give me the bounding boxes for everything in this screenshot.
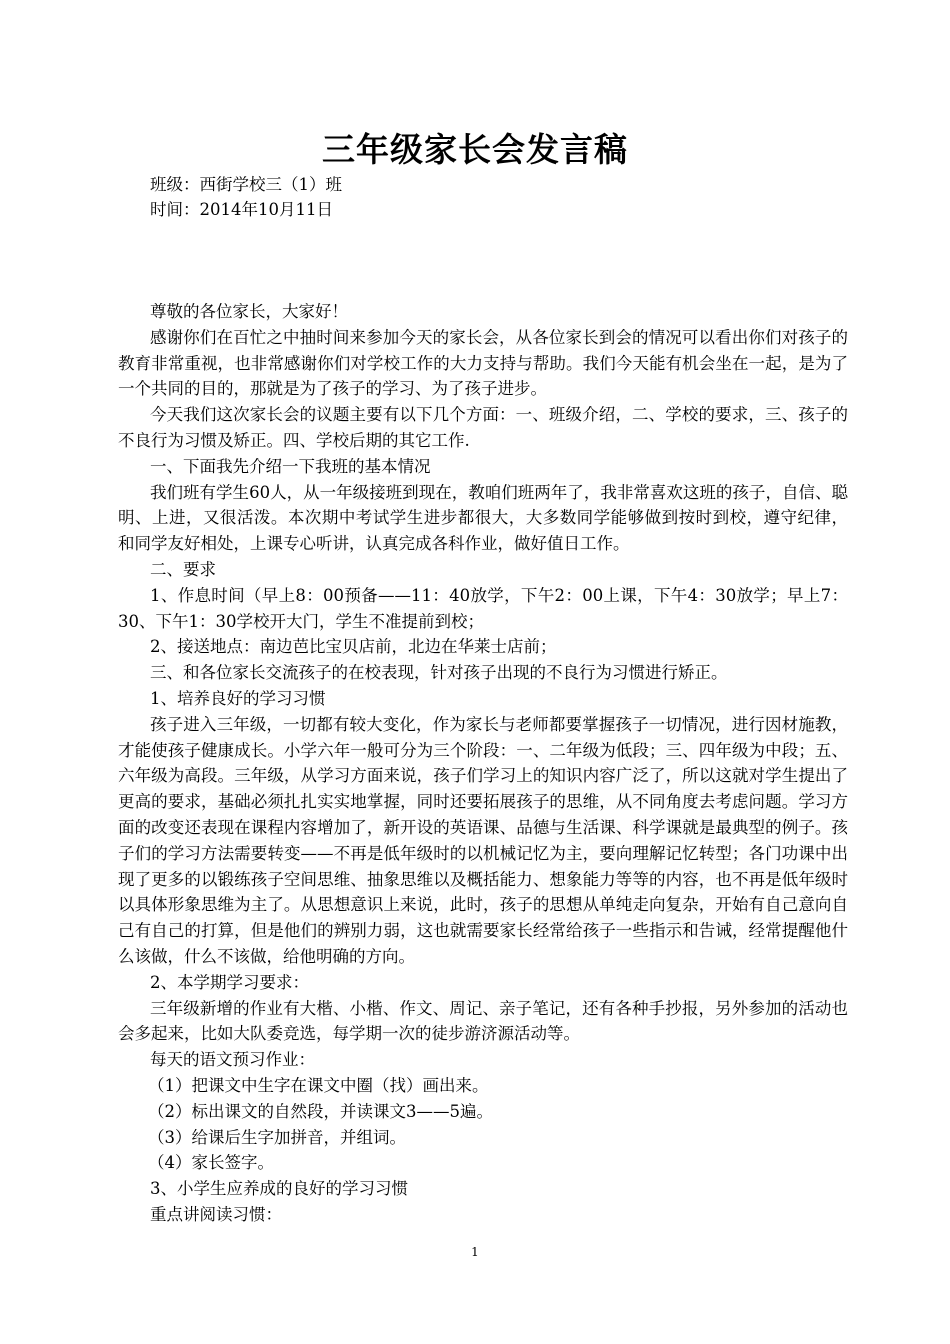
subheading-study-habits: 1、培养良好的学习习惯 (150, 688, 326, 708)
date-line: 时间：2014年10月11日 (150, 200, 333, 219)
paragraph-daily-preview: 每天的语文预习作业： (150, 1050, 315, 1070)
section-heading-requirements: 二、要求 (150, 559, 216, 579)
paragraph-reading-habits: 重点讲阅读习惯： (150, 1204, 282, 1224)
list-item: （1）把课文中生字在课文中圈（找）画出来。 (148, 1075, 489, 1095)
paragraph-greeting: 尊敬的各位家长，大家好！ (150, 302, 348, 321)
paragraph-agenda: 今天我们这次家长会的议题主要有以下几个方面：一、班级介绍，二、学校的要求，三、孩子的不良行为习惯及矫正。四、学校后期的其它工作. (118, 405, 848, 450)
subheading-good-habits: 3、小学生应养成的良好的学习习惯 (150, 1179, 408, 1199)
section-heading-behavior: 三、和各位家长交流孩子的在校表现，针对孩子出现的不良行为习惯进行矫正。 (150, 663, 728, 683)
paragraph-new-homework: 三年级新增的作业有大楷、小楷、作文、周记、亲子笔记，还有各种手抄报，另外参加的活动也会多起来，比如大队委竞选，每学期一次的徒步游济源活动等。 (118, 998, 848, 1044)
document-title: 三年级家长会发言稿 (322, 130, 628, 169)
paragraph-class-intro: 我们班有学生60人，从一年级接班到现在，教咱们班两年了，我非常喜欢这班的孩子，自信、聪明、上进，又很活泼。本次期中考试学生进步都很大，大多数同学能够做到按时到校，遵守纪律， 和同学友好相处，上课专心听讲，认真完成各科作业，做好值日工作。 (118, 482, 848, 554)
document-body (118, 299, 848, 1228)
section-heading-class-intro: 一、下面我先介绍一下我班的基本情况 (150, 456, 431, 476)
paragraph-pickup: 2、接送地点：南边芭比宝贝店前，北边在华莱士店前； (150, 637, 557, 657)
paragraph-schedule: 1、作息时间（早上8：00预备——11：40放学，下午2：00上课，下午4：30放学；早上7：30、下午1：30学校开大门，学生不准提前到校； (118, 585, 848, 631)
page-number: 1 (471, 1245, 479, 1259)
list-item: （4）家长签字。 (148, 1153, 274, 1173)
list-item: （2）标出课文的自然段，并读课文3——5遍。 (148, 1101, 493, 1121)
list-item: （3）给课后生字加拼音，并组词。 (148, 1127, 406, 1147)
paragraph-thanks: 感谢你们在百忙之中抽时间来参加今天的家长会，从各位家长到会的情况可以看出你们对孩子的教育非常重视，也非常感谢你们对学校工作的大力支持与帮助。我们今天能有机会坐在一起，是为了一个共同的目的，那就是为了孩子的学习、为了孩子进步。 (118, 327, 848, 399)
class-line: 班级：西街学校三（1）班 (150, 175, 342, 194)
subheading-semester-requirements: 2、本学期学习要求： (150, 972, 309, 992)
paragraph-grade-three: 孩子进入三年级，一切都有较大变化，作为家长与老师都要掌握孩子一切情况，进行因材施教，才能使孩子健康成长。小学六年一般可分为三个阶段：一、二年级为低段；三、四年级为中段；五、六年级为高段。三年级，从学习方面来说，孩子们学习上的知识内容广泛了，所以这就对学生提出了更高的要求，基础必须扎扎实实地掌握，同时还要拓展孩子的思维，从不同角度去考虑问题。学习方面的改变还表现在课程内容增加了，新开设的英语课、品德与生活课、科学课就是最典型的例子。孩子们的学习方法需要转变——不再是低年级时的以机械记忆为主，要向理解记忆转型；各门功课中出现了更多的以锻练孩子空间思维、抽象思维以及概括能力、想象能力等等的内容，也不再是低年级时以具体形象思维为主了。从思想意识上来说，此时，孩子的思想从单纯走向复杂，开始有自己意向自己有自己的打算，但是他们的辨别力弱，这也就需要家长经常给孩子一些指示和告诫，经常提醒他什么该做，什么不该做，给他明确的方向。 (118, 714, 848, 966)
